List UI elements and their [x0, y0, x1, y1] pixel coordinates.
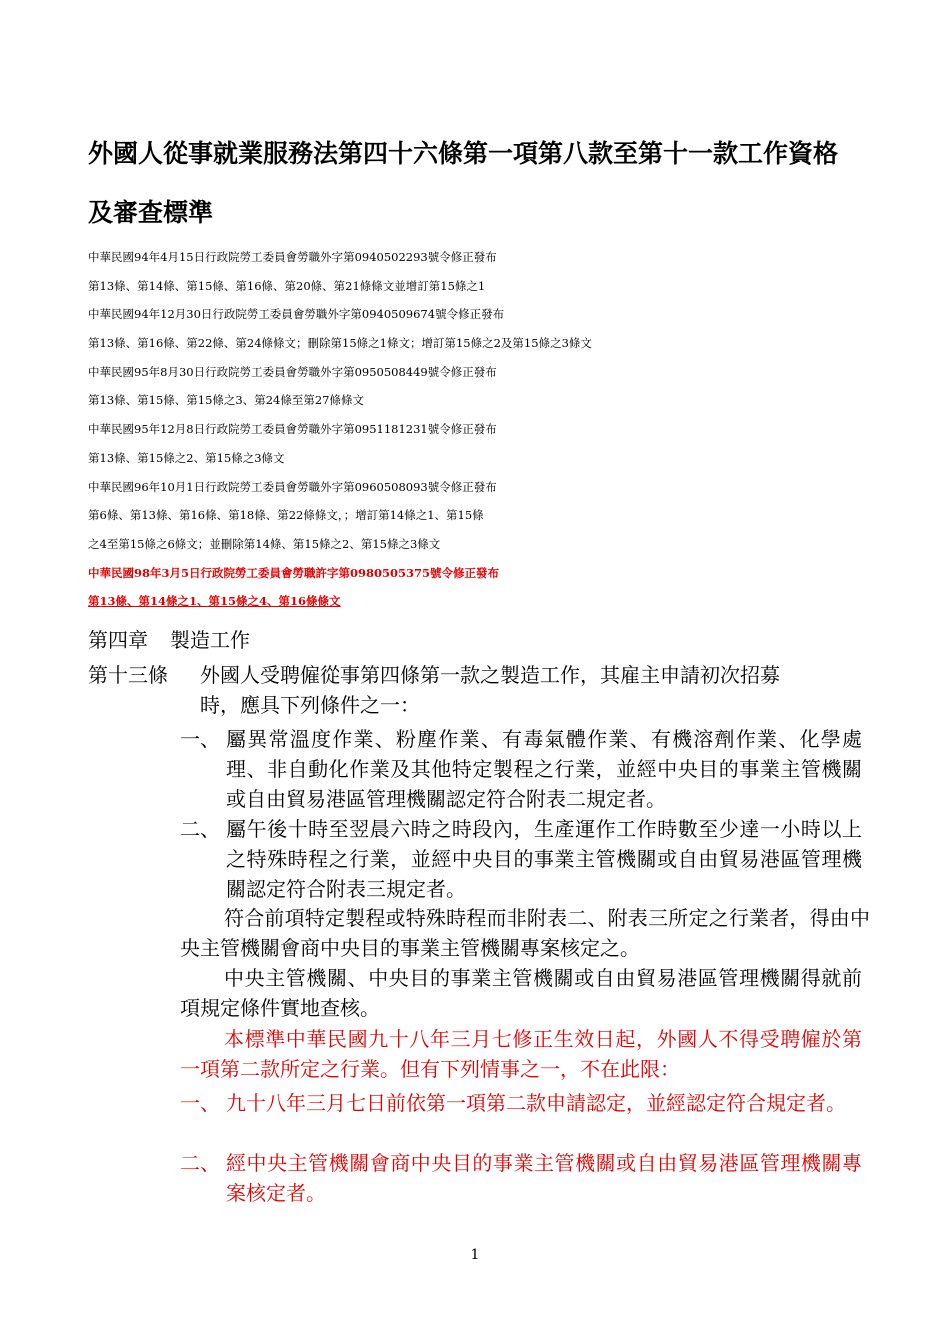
- article-paragraph-4: 本標準中華民國九十八年三月七修正生效日起，外國人不得受聘僱於第一項第二款所定之行業。但有下列情事之一，不在此限：: [180, 1027, 862, 1081]
- amendment-history-line: 第13條、第15條、第15條之3、第24條至第27條條文: [88, 393, 364, 408]
- amendment-history: [88, 243, 878, 616]
- amendment-history-line: 中華民國96年10月1日行政院勞工委員會勞職外字第0960508093號令修正發布: [88, 479, 497, 494]
- exception-item-2-text: 經中央主管機關會商中央目的事業主管機關或自由貿易港區管理機關專案核定者。: [226, 1151, 862, 1205]
- item-1-marker: 一、: [180, 727, 220, 751]
- item-2-marker: 二、: [180, 817, 220, 841]
- amendment-history-line: 第13條、第14條、第15條、第16條、第20條、第21條條文並增訂第15條之1: [88, 278, 486, 293]
- item-1-text: 屬異常溫度作業、粉塵作業、有毒氣體作業、有機溶劑作業、化學處理、非自動化作業及其他特定製程之行業，並經中央目的事業主管機關或自由貿易港區管理機關認定符合附表二規定者。: [226, 727, 862, 811]
- latest-amendment-articles: [88, 587, 878, 616]
- article-intro-line-1: 外國人受聘僱從事第四條第一款之製造工作，其雇主申請初次招募: [200, 663, 780, 687]
- article-paragraph-3: 中央主管機關、中央目的事業主管機關或自由貿易港區管理機關得就前項規定條件實地查核。: [180, 966, 862, 1020]
- amendment-history-line: 第13條、第15條之2、第15條之3條文: [88, 450, 285, 465]
- chapter-name: 製造工作: [170, 628, 250, 652]
- page-number: 1: [470, 1247, 480, 1263]
- document-title-line-2: 及審查標準: [88, 198, 214, 227]
- chapter-heading: [88, 625, 250, 655]
- exception-item-2-marker: 二、: [180, 1151, 220, 1175]
- item-2-text: 屬午後十時至翌晨六時之時段內，生產運作工作時數至少達一小時以上之特殊時程之行業，並經中央目的事業主管機關或自由貿易港區管理機關認定符合附表三規定者。: [226, 817, 862, 901]
- amendment-history-line: 中華民國94年4月15日行政院勞工委員會勞職外字第0940502293號令修正發布: [88, 250, 497, 264]
- amendment-history-line: 第13條、第16條、第22條、第24條條文；刪除第15條之1條文；增訂第15條之2及第15條之3條文: [88, 336, 592, 351]
- latest-amendment-articles-text: 第13條、第14條之1、第15條之4、第16條條文: [88, 594, 341, 609]
- exception-item-1-marker: 一、: [180, 1091, 220, 1115]
- document-title-line-1: 外國人從事就業服務法第四十六條第一項第八款至第十一款工作資格: [88, 139, 839, 168]
- article-label: 第十三條: [88, 663, 168, 687]
- article-intro-line-2: 時，應具下列條件之一：: [200, 693, 420, 717]
- article-paragraph-2: 符合前項特定製程或特殊時程而非附表二、附表三所定之行業者，得由中央主管機關會商中央目的事業主管機關專案核定之。: [180, 906, 870, 960]
- latest-amendment-line: 中華民國98年3月5日行政院勞工委員會勞職許字第0980505375號令修正發布: [88, 565, 500, 580]
- amendment-history-line: 之4至第15條之6條文；並刪除第14條、第15條之2、第15條之3條文: [88, 536, 441, 551]
- chapter-number: 第四章: [88, 628, 148, 652]
- amendment-history-line: 中華民國95年12月8日行政院勞工委員會勞職外字第0951181231號令修正發布: [88, 422, 497, 437]
- amendment-history-line: 中華民國94年12月30日行政院勞工委員會勞職外字第0940509674號令修正發布: [88, 307, 505, 322]
- exception-item-1-text: 九十八年三月七日前依第一項第二款申請認定，並經認定符合規定者。: [226, 1091, 846, 1115]
- amendment-history-line: 第6條、第13條、第16條、第18條、第22條條文，；增訂第14條之1、第15條: [88, 508, 484, 523]
- amendment-history-line: 中華民國95年8月30日行政院勞工委員會勞職外字第0950508449號令修正發布: [88, 364, 497, 379]
